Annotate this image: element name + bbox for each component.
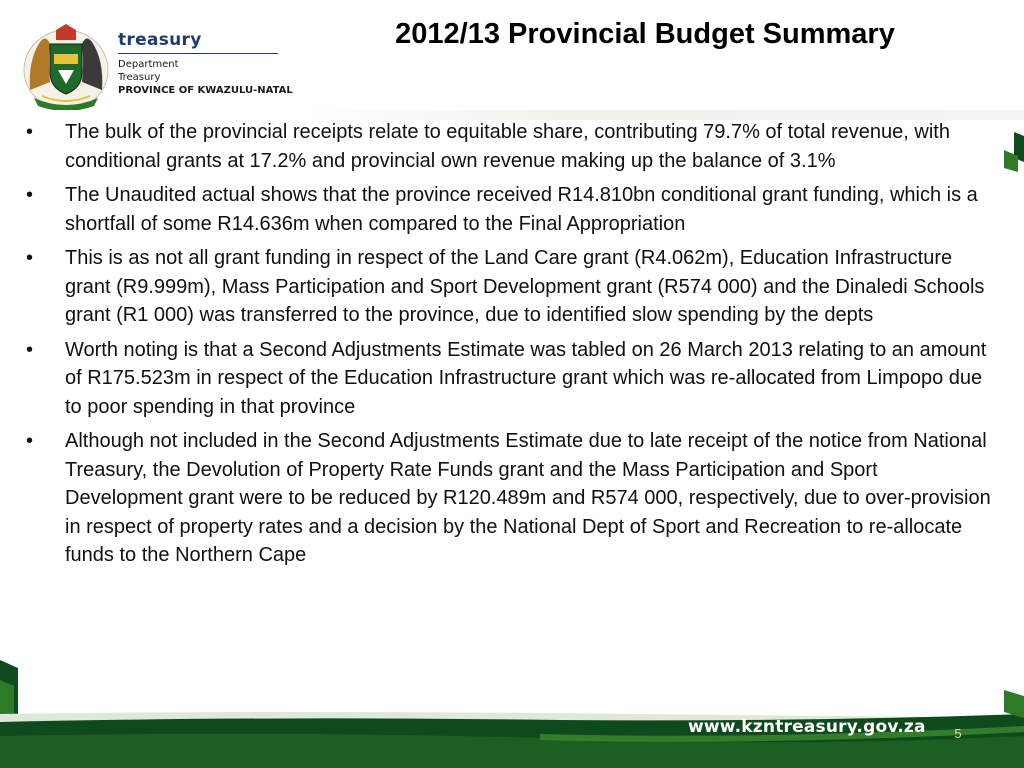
bullet-marker: • (26, 338, 34, 361)
page-number: 5 (954, 726, 962, 741)
org-line-treasury: Treasury (118, 72, 161, 83)
bullet-text: Worth noting is that a Second Adjustments Estimate was tabled on 26 March 2013 relating to an amount of R175.523m in respect of the Education Infrastructure grant which was re-allocated from Limpopo due to poor spending in that province (65, 338, 987, 418)
logo (20, 20, 310, 112)
bullet-list (20, 118, 1000, 576)
bullet-marker: • (26, 247, 34, 269)
list-item (20, 118, 1000, 175)
bullet-marker: • (26, 121, 34, 143)
coat-of-arms-icon (20, 20, 112, 112)
org-divider (118, 53, 278, 54)
bullet-marker: • (26, 184, 34, 206)
page-title: 2012/13 Provincial Budget Summary (395, 18, 895, 50)
bullet-text: The bulk of the provincial receipts relate to equitable share, contributing 79.7% of total revenue, with conditional grants at 17.2% and provincial own revenue making up the balance of 3.1% (65, 121, 950, 172)
bullet-text: Although not included in the Second Adjustments Estimate due to late receipt of the notice from National Treasury, the Devolution of Property Rate Funds grant and the Mass Participation and Sport Development grant were to be reduced by R120.489m and R574 000, respectively, due to over-provision in respect of property rates and a decision by the National Dept of Sport and Recreation to re-allocate funds to the Northern Cape (65, 430, 991, 566)
footer-swoosh (0, 640, 1024, 768)
footer-url[interactable]: www.kzntreasury.gov.za (688, 717, 926, 737)
org-line-province: PROVINCE OF KWAZULU-NATAL (118, 85, 293, 96)
org-text (118, 30, 308, 97)
org-line-department: Department (118, 59, 179, 70)
bullet-marker: • (26, 430, 34, 452)
edge-accent (1000, 132, 1024, 192)
list-item (20, 244, 1000, 330)
org-name: treasury (118, 30, 202, 50)
bullet-text: The Unaudited actual shows that the province received R14.810bn conditional grant funding, which is a shortfall of some R14.636m when compared to the Final Appropriation (65, 184, 978, 235)
list-item (20, 181, 1000, 238)
list-item (20, 427, 1000, 570)
list-item (20, 336, 1000, 422)
bullet-text: This is as not all grant funding in respect of the Land Care grant (R4.062m), Education Infrastructure grant (R9.999m), Mass Participation and Sport Development grant (R574 000) and the Dinaledi Schools grant (R1 000) was transferred to the province, due to identified slow spending by the depts (65, 247, 985, 326)
